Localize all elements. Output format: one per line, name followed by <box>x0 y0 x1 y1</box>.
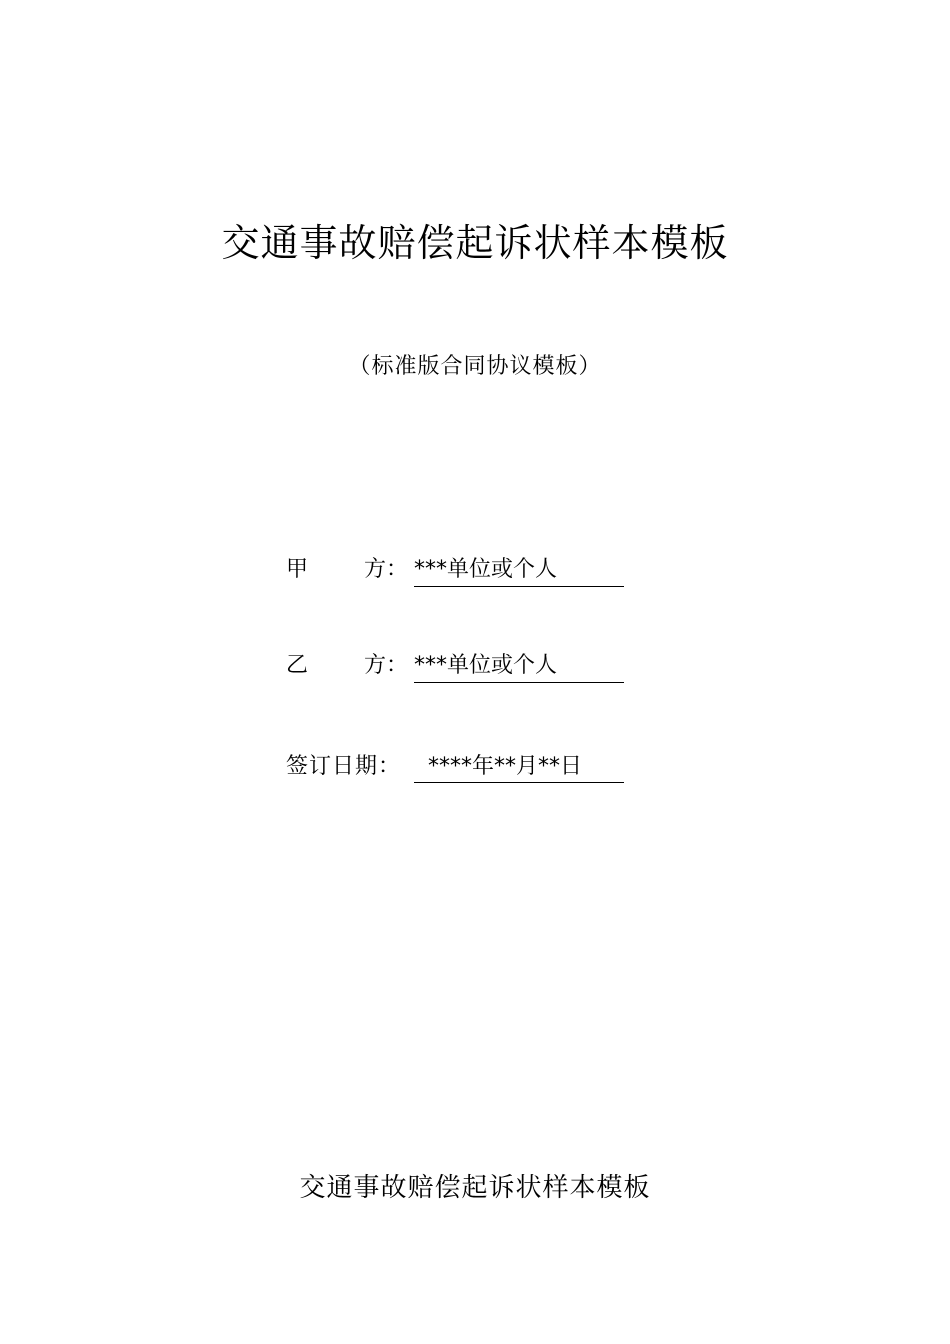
footer-title: 交通事故赔偿起诉状样本模板 <box>299 1173 651 1203</box>
sign-date-row <box>286 749 626 785</box>
sign-date-label: 签订日期： <box>286 754 402 779</box>
party-a-row <box>286 552 626 588</box>
party-b-label-first: 乙 <box>286 653 309 678</box>
sign-date-field[interactable]: ****年**月**日 <box>414 749 624 783</box>
document-subtitle: （标准版合同协议模板） <box>348 354 602 379</box>
party-b-row <box>286 648 626 684</box>
party-a-field[interactable]: ***单位或个人 <box>414 552 624 587</box>
party-b-label-second: 方： <box>364 653 409 678</box>
document-title: 交通事故赔偿起诉状样本模板 <box>221 221 729 265</box>
party-a-label-first: 甲 <box>286 557 309 582</box>
party-b-field[interactable]: ***单位或个人 <box>414 648 624 683</box>
party-a-label-second: 方： <box>364 557 409 582</box>
